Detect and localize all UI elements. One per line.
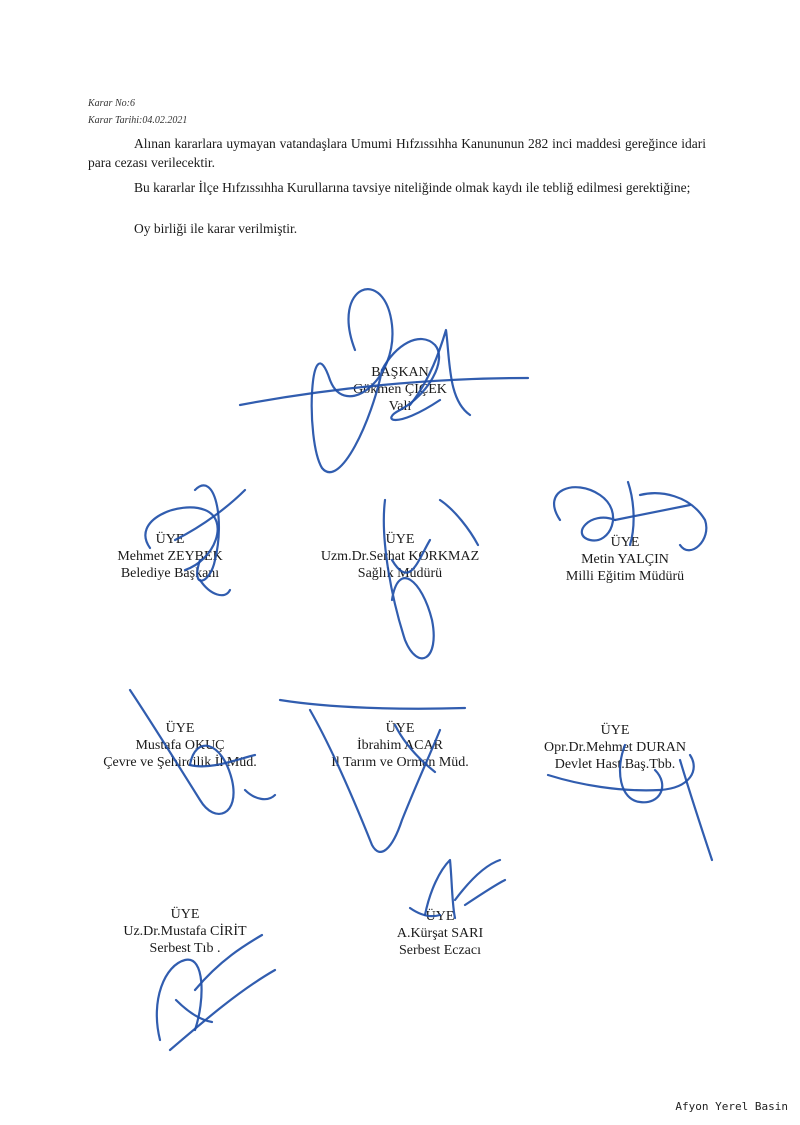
signatory-uye-7 (90, 906, 280, 957)
signatory-role: BAŞKAN (371, 365, 429, 380)
signatory-name: Uz.Dr.Mustafa CİRİT (123, 924, 247, 939)
signatory-role: ÜYE (165, 721, 195, 736)
paragraph-notification-text: Bu kararlar İlçe Hıfzıssıhha Kurullarına tavsiye niteliğinde olmak kaydı ile tebliğ edilmesi gerektiğine; (134, 180, 691, 195)
signatory-title: Belediye Başkanı (120, 566, 220, 581)
signatory-uye-6 (510, 722, 720, 773)
signatory-title: Milli Eğitim Müdürü (565, 569, 685, 584)
signatory-name: A.Kürşat SARI (396, 926, 484, 941)
signatory-name: Uzm.Dr.Serhat KORKMAZ (320, 549, 480, 564)
signatory-title: Devlet Hast.Baş.Tbb. (554, 757, 676, 772)
signatory-name: Opr.Dr.Mehmet DURAN (544, 740, 686, 755)
paragraph-penalty-text: Alınan kararlara uymayan vatandaşlara Umumi Hıfzıssıhha Kanununun 282 inci maddesi gereğince idari para cezası verilecektir. (88, 136, 706, 170)
signatory-uye-2 (290, 531, 510, 582)
signatory-title: Vali (388, 399, 412, 414)
signatory-baskan (300, 364, 500, 415)
signatory-uye-3 (525, 534, 725, 585)
signatory-name: Mustafa OKUÇ (135, 738, 225, 753)
signatory-role: ÜYE (385, 532, 415, 547)
paragraph-penalty (88, 134, 706, 172)
signatory-role: ÜYE (610, 535, 640, 550)
signatory-title: İl Tarım ve Orman Müd. (331, 755, 469, 770)
paragraph-unanimous (88, 219, 706, 238)
signatory-name: İbrahim ACAR (357, 738, 443, 753)
signatory-role: ÜYE (155, 532, 185, 547)
signatory-title: Serbest Eczacı (398, 943, 481, 958)
signatory-uye-8 (350, 908, 530, 959)
watermark: Afyon Yerel Basin (675, 1100, 788, 1113)
paragraph-notification (88, 178, 706, 197)
signatory-uye-1 (70, 531, 270, 582)
signatory-title: Sağlık Müdürü (357, 566, 443, 581)
signatory-role: ÜYE (385, 721, 415, 736)
karar-tarihi: Karar Tarihi:04.02.2021 (88, 115, 188, 126)
karar-no: Karar No:6 (88, 98, 135, 109)
signatory-role: ÜYE (170, 907, 200, 922)
signatory-name: Mehmet ZEYBEK (117, 549, 223, 564)
signatory-role: ÜYE (600, 723, 630, 738)
signatory-name: Metin YALÇIN (581, 552, 669, 567)
signatory-uye-4 (80, 720, 280, 771)
signatory-role: ÜYE (425, 909, 455, 924)
signatory-title: Serbest Tıb . (149, 941, 221, 956)
paragraph-unanimous-text: Oy birliği ile karar verilmiştir. (134, 221, 298, 236)
signatory-title: Çevre ve Şehircilik İl Müd. (103, 755, 257, 770)
signatory-name: Gökmen ÇİÇEK (353, 382, 447, 397)
signatory-uye-5 (300, 720, 500, 771)
